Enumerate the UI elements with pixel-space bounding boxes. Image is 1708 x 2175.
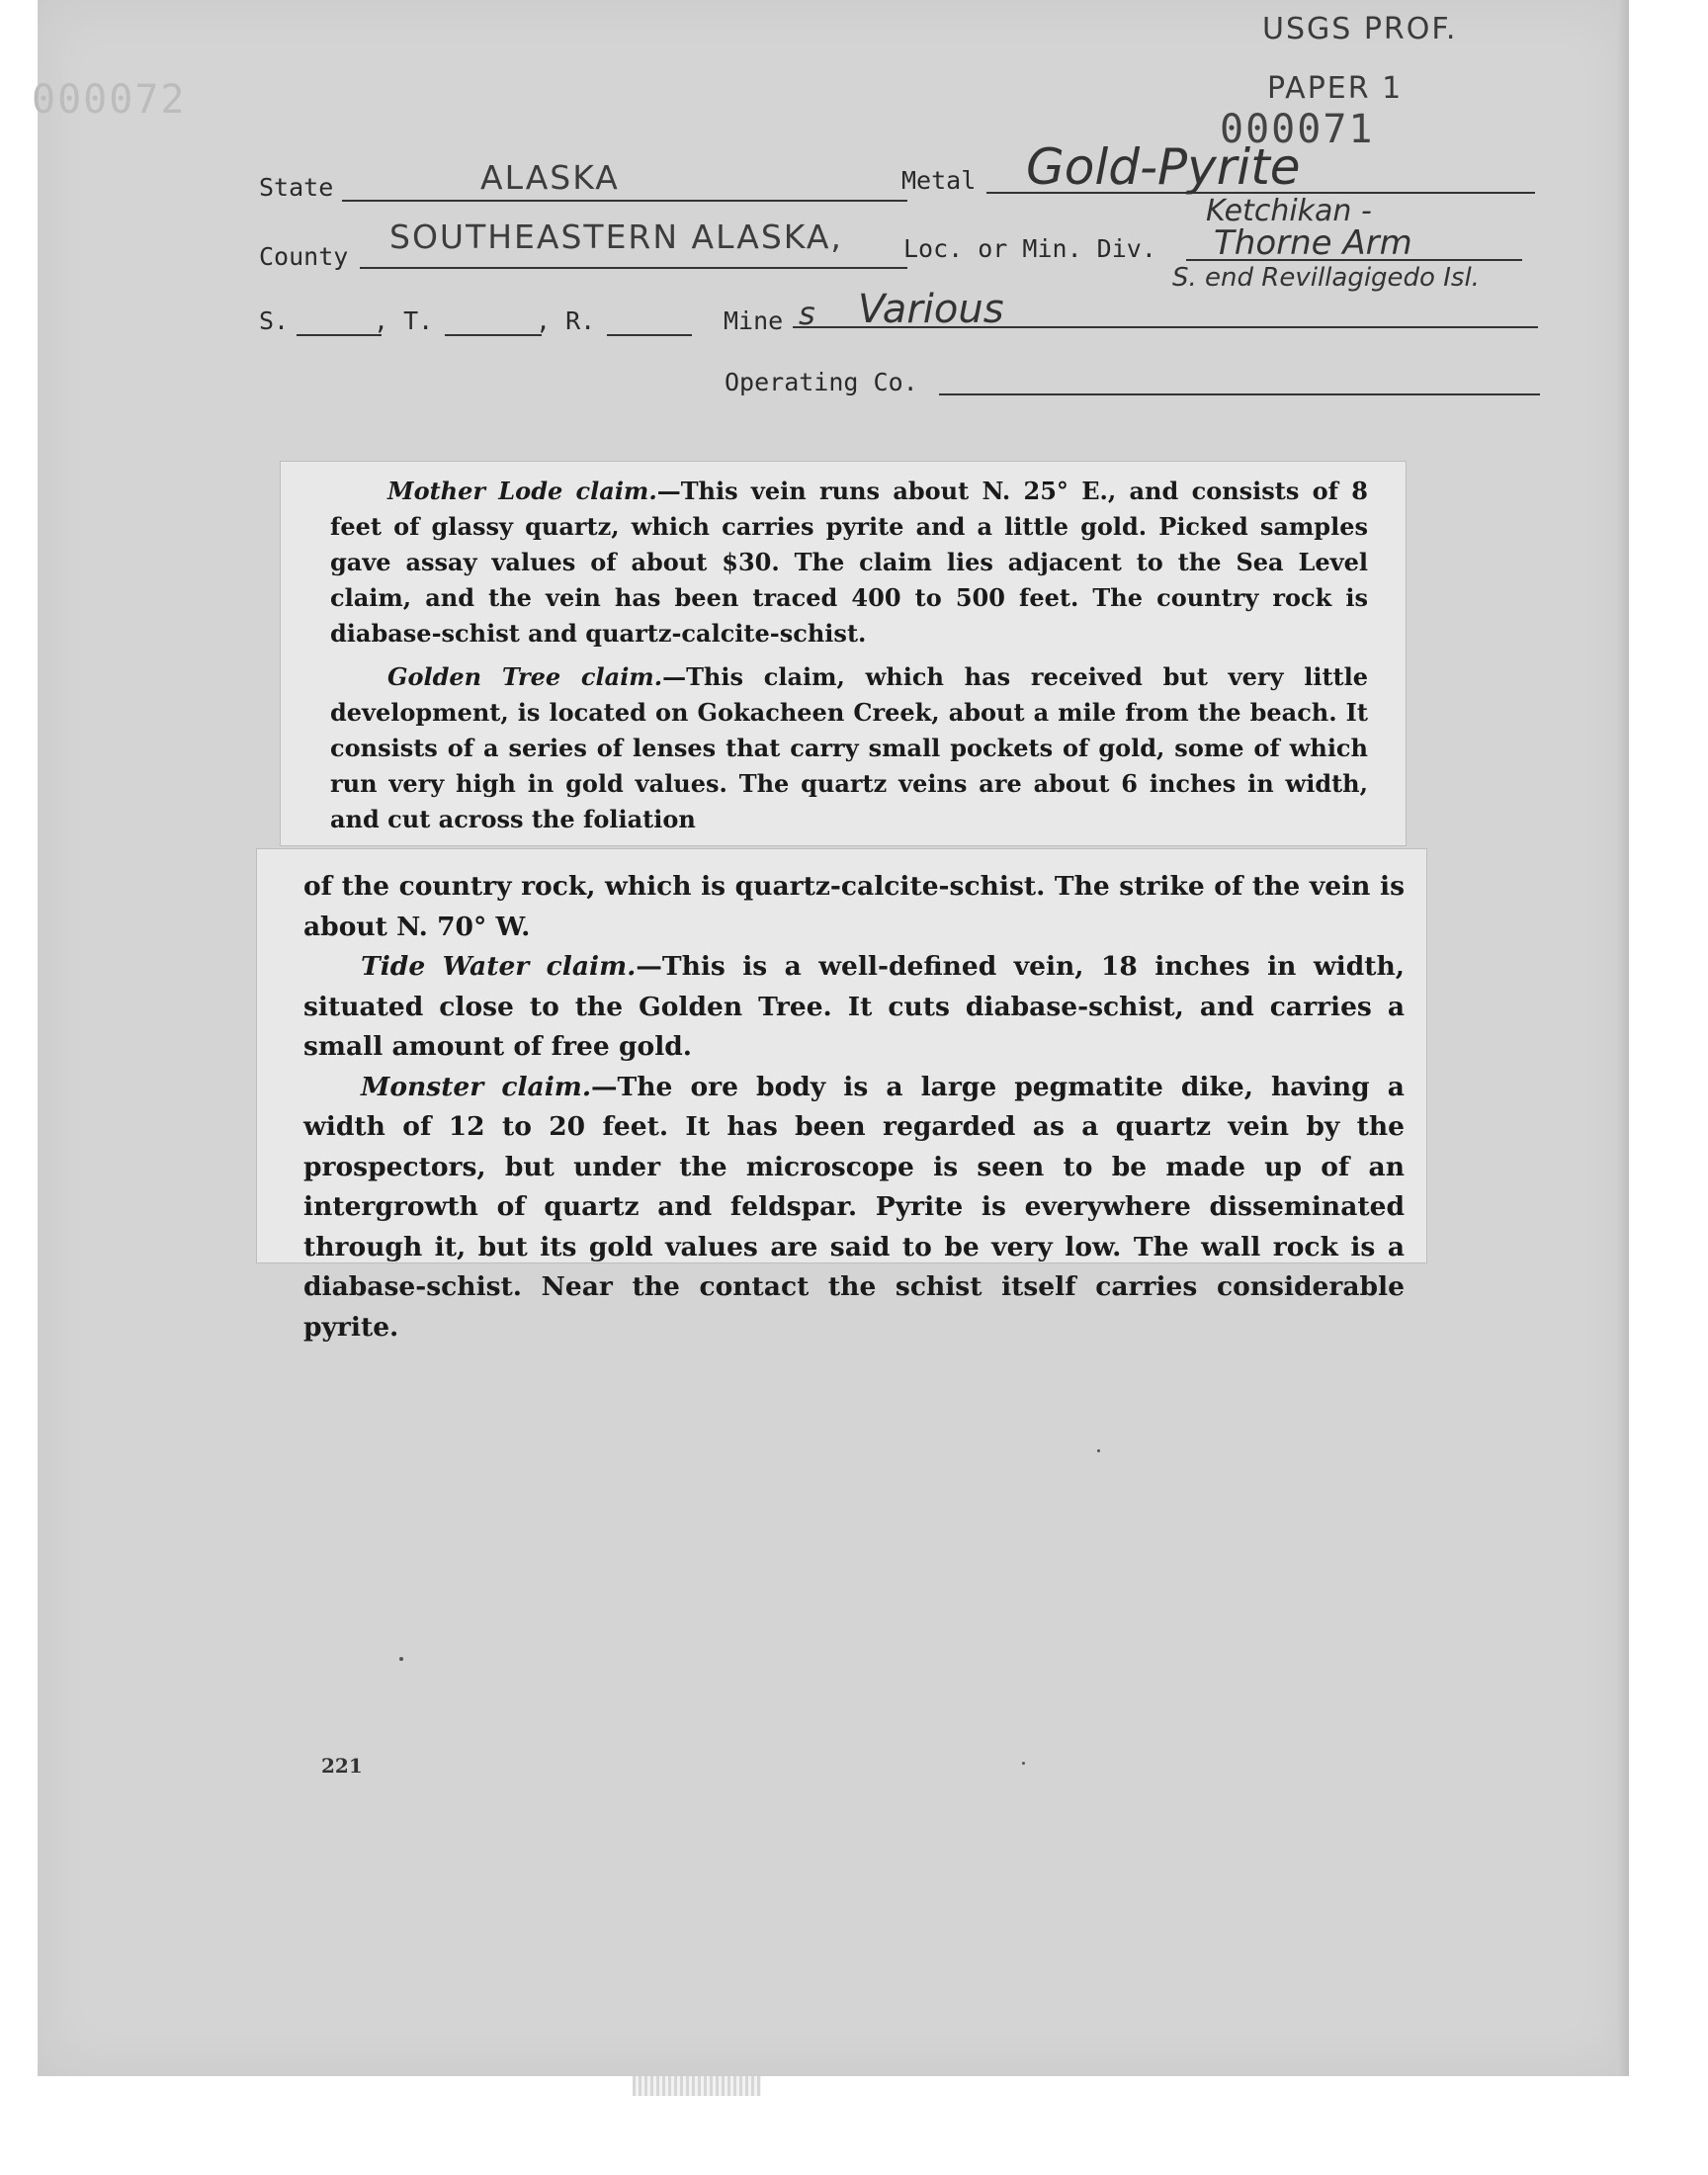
state-value: ALASKA — [480, 158, 620, 197]
speck — [1097, 1449, 1100, 1452]
speck — [399, 1657, 403, 1661]
scan-edge-strip — [633, 2076, 761, 2096]
range-label: , R. — [536, 306, 596, 335]
mine-value: Various — [858, 287, 1004, 332]
section-label: S. — [259, 306, 290, 335]
clipping-2 — [256, 848, 1427, 1343]
tide-water-title: Tide Water claim. — [361, 951, 637, 982]
mother-lode-title: Mother Lode claim. — [387, 477, 657, 505]
mine-suffix: s — [799, 295, 815, 332]
clipping-1 — [280, 461, 1407, 846]
county-label: County — [259, 242, 349, 271]
serial-number: 000071 — [1220, 107, 1375, 152]
section-line — [297, 334, 382, 336]
usgs-prof-stamp: USGS PROF. — [1262, 12, 1458, 46]
range-line — [607, 334, 692, 336]
loc-min-div-label: Loc. or Min. Div. — [903, 234, 1156, 263]
county-value: SOUTHEASTERN ALASKA, — [389, 218, 843, 256]
loc-value-line3: S. end Revillagigedo Isl. — [1172, 263, 1480, 293]
township-line — [445, 334, 542, 336]
county-line — [360, 267, 907, 269]
ghost-serial-number: 000072 — [32, 77, 187, 123]
metal-value: Gold-Pyrite — [1026, 138, 1301, 196]
golden-tree-paragraph — [330, 659, 1368, 837]
operating-co-line — [939, 393, 1540, 395]
tide-water-text: —This is a well-defined vein, 18 inches in width, situated close to the Golden Tree. It cuts diabase-schist, and carries a small amount of free gold. — [303, 951, 1405, 1062]
paper-stamp: PAPER 1 — [1267, 71, 1404, 106]
state-line — [342, 200, 907, 202]
page-number: 221 — [321, 1754, 363, 1778]
monster-title: Monster claim. — [361, 1071, 592, 1102]
metal-label: Metal — [901, 166, 977, 195]
monster-text: —The ore body is a large pegmatite dike, having a width of 12 to 20 feet. It has been regarded as a quartz vein by the prospectors, but under the microscope is seen to be made up of an intergrowth of quartz and feldspar. Pyrite is everywhere disseminated through it, but its gold values are said to be very low. The wall rock is a diabase-schist. Near the contact the schist itself carries considerable pyrite. — [303, 1071, 1405, 1343]
golden-tree-title: Golden Tree claim. — [387, 662, 663, 691]
speck — [1022, 1762, 1025, 1765]
continuation-text: of the country rock, which is quartz-calcite-schist. The strike of the vein is about N. 70° W. — [303, 871, 1405, 942]
state-label: State — [259, 173, 334, 202]
operating-co-label: Operating Co. — [725, 368, 918, 396]
mother-lode-paragraph — [330, 474, 1368, 652]
tide-water-paragraph — [303, 947, 1405, 1068]
loc-value-line1: Ketchikan - — [1206, 194, 1372, 228]
golden-tree-text: —This claim, which has received but very little development, is located on Gokacheen Creek, about a mile from the beach. It consists of a series of lenses that carry small pockets of gold, some of which run very high in gold values. The quartz veins are about 6 inches in width, and cut across the foliation — [330, 662, 1368, 833]
mine-label: Mine — [724, 306, 784, 335]
township-label: , T. — [374, 306, 434, 335]
mother-lode-text: —This vein runs about N. 25° E., and consists of 8 feet of glassy quartz, which carries pyrite and a little gold. Picked samples gave assay values of about $30. The claim lies adjacent to the Sea Level claim, and the vein has been traced 400 to 500 feet. The country rock is diabase-schist and quartz-calcite-schist. — [330, 477, 1368, 648]
continuation-paragraph — [303, 867, 1405, 947]
loc-value-line2: Thorne Arm — [1214, 223, 1412, 263]
monster-paragraph — [303, 1068, 1405, 1348]
